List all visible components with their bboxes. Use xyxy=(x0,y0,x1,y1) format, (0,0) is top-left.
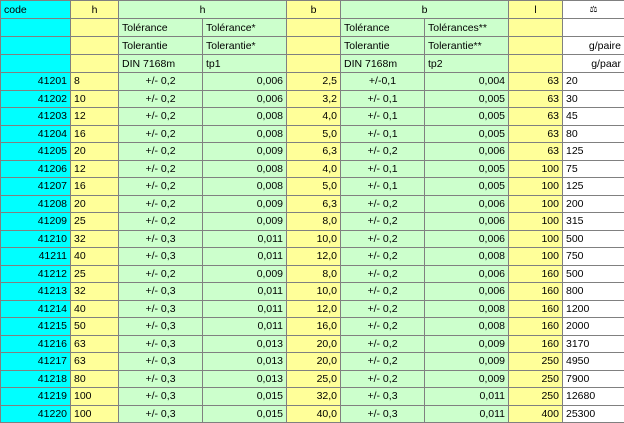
cell-b-tol-tp2: 0,009 xyxy=(425,353,509,371)
cell-b-tol-din: +/- 0,2 xyxy=(341,370,425,388)
header-empty xyxy=(1,55,71,73)
cell-code: 41214 xyxy=(1,300,71,318)
header-tol-nl-b-stars: Tolerantie** xyxy=(425,37,509,55)
cell-code: 41220 xyxy=(1,405,71,423)
header-empty xyxy=(509,19,563,37)
cell-b-tol-tp2: 0,011 xyxy=(425,405,509,423)
table-row xyxy=(1,283,624,301)
header-row-4 xyxy=(1,55,624,73)
cell-b-tol-din: +/- 0,2 xyxy=(341,283,425,301)
cell-b-tol-tp2: 0,009 xyxy=(425,335,509,353)
cell-l: 250 xyxy=(509,353,563,371)
cell-b-tol-din: +/- 0,2 xyxy=(341,353,425,371)
cell-code: 41211 xyxy=(1,248,71,266)
cell-h-tol-din: +/- 0,2 xyxy=(119,265,203,283)
cell-h-tol-tp1: 0,011 xyxy=(203,300,287,318)
cell-b-tol-tp2: 0,011 xyxy=(425,388,509,406)
cell-code: 41204 xyxy=(1,125,71,143)
cell-b: 5,0 xyxy=(287,178,341,196)
table-row xyxy=(1,73,624,91)
cell-h-tol-din: +/- 0,2 xyxy=(119,213,203,231)
cell-b: 5,0 xyxy=(287,125,341,143)
cell-h-tol-din: +/- 0,2 xyxy=(119,108,203,126)
cell-h-tol-tp1: 0,011 xyxy=(203,318,287,336)
cell-b-tol-tp2: 0,005 xyxy=(425,125,509,143)
cell-h-tol-din: +/- 0,3 xyxy=(119,388,203,406)
cell-code: 41212 xyxy=(1,265,71,283)
cell-code: 41201 xyxy=(1,73,71,91)
cell-l: 100 xyxy=(509,195,563,213)
cell-b-tol-din: +/- 0,2 xyxy=(341,265,425,283)
cell-l: 63 xyxy=(509,108,563,126)
cell-b-tol-din: +/- 0,1 xyxy=(341,90,425,108)
cell-b-tol-din: +/- 0,1 xyxy=(341,125,425,143)
cell-b: 8,0 xyxy=(287,265,341,283)
cell-b: 40,0 xyxy=(287,405,341,423)
table-row xyxy=(1,108,624,126)
cell-weight: 30 xyxy=(563,90,624,108)
cell-b-tol-tp2: 0,004 xyxy=(425,73,509,91)
cell-b-tol-din: +/- 0,2 xyxy=(341,195,425,213)
cell-code: 41209 xyxy=(1,213,71,231)
cell-weight: 750 xyxy=(563,248,624,266)
cell-code: 41205 xyxy=(1,143,71,161)
cell-b-tol-din: +/- 0,3 xyxy=(341,405,425,423)
cell-b: 10,0 xyxy=(287,230,341,248)
cell-h-tol-tp1: 0,009 xyxy=(203,213,287,231)
cell-h: 8 xyxy=(71,73,119,91)
cell-code: 41219 xyxy=(1,388,71,406)
cell-weight: 125 xyxy=(563,143,624,161)
table-row xyxy=(1,300,624,318)
cell-b: 25,0 xyxy=(287,370,341,388)
table-row xyxy=(1,405,624,423)
header-h: h xyxy=(71,1,119,19)
cell-b: 8,0 xyxy=(287,213,341,231)
cell-b-tol-din: +/- 0,2 xyxy=(341,230,425,248)
cell-h: 100 xyxy=(71,388,119,406)
header-empty xyxy=(71,55,119,73)
cell-h-tol-tp1: 0,015 xyxy=(203,405,287,423)
cell-code: 41213 xyxy=(1,283,71,301)
cell-weight: 1200 xyxy=(563,300,624,318)
cell-h: 80 xyxy=(71,370,119,388)
cell-h-tol-din: +/- 0,2 xyxy=(119,125,203,143)
cell-h-tol-din: +/- 0,3 xyxy=(119,283,203,301)
header-din-h: DIN 7168m xyxy=(119,55,203,73)
cell-b-tol-din: +/- 0,1 xyxy=(341,160,425,178)
table-row xyxy=(1,125,624,143)
cell-h-tol-din: +/- 0,2 xyxy=(119,160,203,178)
cell-weight: 75 xyxy=(563,160,624,178)
header-empty xyxy=(1,37,71,55)
cell-b-tol-tp2: 0,006 xyxy=(425,143,509,161)
cell-b-tol-din: +/- 0,1 xyxy=(341,178,425,196)
cell-weight: 7900 xyxy=(563,370,624,388)
cell-h: 40 xyxy=(71,300,119,318)
header-row-1 xyxy=(1,1,624,19)
cell-weight: 315 xyxy=(563,213,624,231)
header-tol-fr-b-stars: Tolérances** xyxy=(425,19,509,37)
cell-l: 160 xyxy=(509,335,563,353)
cell-code: 41218 xyxy=(1,370,71,388)
cell-b-tol-tp2: 0,005 xyxy=(425,178,509,196)
cell-h: 100 xyxy=(71,405,119,423)
cell-h-tol-tp1: 0,008 xyxy=(203,108,287,126)
header-empty xyxy=(287,37,341,55)
cell-b-tol-tp2: 0,006 xyxy=(425,265,509,283)
header-tp1: tp1 xyxy=(203,55,287,73)
cell-b: 4,0 xyxy=(287,108,341,126)
cell-b-tol-tp2: 0,005 xyxy=(425,160,509,178)
cell-h-tol-tp1: 0,008 xyxy=(203,125,287,143)
cell-b-tol-din: +/- 0,2 xyxy=(341,248,425,266)
cell-h: 32 xyxy=(71,230,119,248)
cell-h-tol-tp1: 0,011 xyxy=(203,230,287,248)
header-b-tolerance-group: b xyxy=(341,1,509,19)
table-row xyxy=(1,335,624,353)
table-row xyxy=(1,213,624,231)
cell-weight: 4950 xyxy=(563,353,624,371)
cell-code: 41215 xyxy=(1,318,71,336)
cell-h: 10 xyxy=(71,90,119,108)
cell-h-tol-tp1: 0,006 xyxy=(203,73,287,91)
cell-l: 250 xyxy=(509,370,563,388)
cell-l: 400 xyxy=(509,405,563,423)
table-row xyxy=(1,90,624,108)
cell-b-tol-din: +/- 0,2 xyxy=(341,213,425,231)
cell-b: 16,0 xyxy=(287,318,341,336)
cell-h-tol-tp1: 0,009 xyxy=(203,265,287,283)
cell-b-tol-tp2: 0,006 xyxy=(425,283,509,301)
cell-h-tol-tp1: 0,009 xyxy=(203,195,287,213)
cell-h: 12 xyxy=(71,160,119,178)
cell-b-tol-din: +/-0,1 xyxy=(341,73,425,91)
cell-h-tol-tp1: 0,013 xyxy=(203,370,287,388)
cell-weight: 45 xyxy=(563,108,624,126)
cell-weight: 2000 xyxy=(563,318,624,336)
cell-h: 40 xyxy=(71,248,119,266)
cell-b-tol-tp2: 0,006 xyxy=(425,213,509,231)
cell-h: 20 xyxy=(71,195,119,213)
cell-code: 41217 xyxy=(1,353,71,371)
cell-l: 160 xyxy=(509,283,563,301)
header-code: code xyxy=(1,1,71,19)
cell-b: 20,0 xyxy=(287,335,341,353)
table-row xyxy=(1,265,624,283)
cell-b-tol-tp2: 0,006 xyxy=(425,230,509,248)
header-h-tolerance-group: h xyxy=(119,1,287,19)
cell-weight: 200 xyxy=(563,195,624,213)
cell-b-tol-din: +/- 0,2 xyxy=(341,335,425,353)
cell-l: 100 xyxy=(509,213,563,231)
cell-b: 12,0 xyxy=(287,300,341,318)
header-empty xyxy=(563,19,624,37)
cell-h: 16 xyxy=(71,178,119,196)
cell-l: 100 xyxy=(509,178,563,196)
cell-weight: 12680 xyxy=(563,388,624,406)
cell-h-tol-tp1: 0,008 xyxy=(203,160,287,178)
cell-l: 160 xyxy=(509,265,563,283)
cell-weight: 500 xyxy=(563,265,624,283)
cell-h-tol-din: +/- 0,2 xyxy=(119,90,203,108)
cell-h-tol-din: +/- 0,3 xyxy=(119,300,203,318)
cell-h-tol-tp1: 0,013 xyxy=(203,353,287,371)
cell-h-tol-tp1: 0,011 xyxy=(203,283,287,301)
table-row xyxy=(1,160,624,178)
table-row xyxy=(1,178,624,196)
table-row xyxy=(1,248,624,266)
cell-h-tol-din: +/- 0,2 xyxy=(119,143,203,161)
header-empty xyxy=(287,19,341,37)
table-row xyxy=(1,388,624,406)
header-weight-fr: g/paire xyxy=(563,37,624,55)
header-row-3 xyxy=(1,37,624,55)
header-empty xyxy=(509,37,563,55)
table-row xyxy=(1,230,624,248)
header-row-2 xyxy=(1,19,624,37)
cell-h-tol-din: +/- 0,2 xyxy=(119,73,203,91)
cell-b-tol-tp2: 0,008 xyxy=(425,318,509,336)
header-empty xyxy=(71,37,119,55)
cell-b-tol-tp2: 0,008 xyxy=(425,248,509,266)
cell-h-tol-din: +/- 0,3 xyxy=(119,230,203,248)
header-tol-fr-star: Tolérance* xyxy=(203,19,287,37)
cell-b-tol-din: +/- 0,3 xyxy=(341,388,425,406)
cell-h-tol-din: +/- 0,3 xyxy=(119,353,203,371)
cell-b: 3,2 xyxy=(287,90,341,108)
header-tol-nl: Tolerantie xyxy=(119,37,203,55)
cell-code: 41210 xyxy=(1,230,71,248)
header-empty xyxy=(71,19,119,37)
cell-b: 4,0 xyxy=(287,160,341,178)
cell-weight: 500 xyxy=(563,230,624,248)
cell-b: 32,0 xyxy=(287,388,341,406)
cell-h-tol-din: +/- 0,3 xyxy=(119,335,203,353)
cell-code: 41203 xyxy=(1,108,71,126)
cell-b-tol-tp2: 0,009 xyxy=(425,370,509,388)
cell-b: 6,3 xyxy=(287,143,341,161)
cell-code: 41216 xyxy=(1,335,71,353)
header-tol-nl-star: Tolerantie* xyxy=(203,37,287,55)
header-tol-fr-b: Tolérance xyxy=(341,19,425,37)
cell-l: 63 xyxy=(509,143,563,161)
cell-b-tol-tp2: 0,005 xyxy=(425,90,509,108)
cell-l: 160 xyxy=(509,300,563,318)
header-b: b xyxy=(287,1,341,19)
header-empty xyxy=(287,55,341,73)
cell-b-tol-din: +/- 0,2 xyxy=(341,300,425,318)
cell-h-tol-din: +/- 0,3 xyxy=(119,370,203,388)
header-empty xyxy=(509,55,563,73)
header-weight-nl: g/paar xyxy=(563,55,624,73)
cell-weight: 25300 xyxy=(563,405,624,423)
table-row xyxy=(1,370,624,388)
cell-h-tol-din: +/- 0,3 xyxy=(119,318,203,336)
cell-h: 12 xyxy=(71,108,119,126)
cell-code: 41208 xyxy=(1,195,71,213)
cell-h-tol-din: +/- 0,2 xyxy=(119,178,203,196)
table-row xyxy=(1,143,624,161)
table-row xyxy=(1,318,624,336)
cell-l: 250 xyxy=(509,388,563,406)
cell-h: 20 xyxy=(71,143,119,161)
cell-h: 63 xyxy=(71,353,119,371)
header-tp2: tp2 xyxy=(425,55,509,73)
cell-b-tol-din: +/- 0,1 xyxy=(341,108,425,126)
cell-l: 100 xyxy=(509,230,563,248)
cell-h: 25 xyxy=(71,265,119,283)
cell-h: 25 xyxy=(71,213,119,231)
cell-b: 12,0 xyxy=(287,248,341,266)
cell-weight: 20 xyxy=(563,73,624,91)
header-tol-nl-b: Tolerantie xyxy=(341,37,425,55)
cell-h: 32 xyxy=(71,283,119,301)
cell-b-tol-tp2: 0,006 xyxy=(425,195,509,213)
table-row xyxy=(1,195,624,213)
cell-h-tol-tp1: 0,011 xyxy=(203,248,287,266)
cell-weight: 800 xyxy=(563,283,624,301)
cell-b: 6,3 xyxy=(287,195,341,213)
cell-h: 63 xyxy=(71,335,119,353)
header-din-b: DIN 7168m xyxy=(341,55,425,73)
cell-l: 63 xyxy=(509,73,563,91)
cell-l: 63 xyxy=(509,125,563,143)
cell-l: 100 xyxy=(509,160,563,178)
cell-weight: 125 xyxy=(563,178,624,196)
cell-h-tol-tp1: 0,006 xyxy=(203,90,287,108)
header-l: l xyxy=(509,1,563,19)
header-tol-fr: Tolérance xyxy=(119,19,203,37)
cell-h-tol-din: +/- 0,3 xyxy=(119,248,203,266)
weight-icon: ⚖ xyxy=(563,1,624,19)
table-body xyxy=(1,73,624,423)
cell-b-tol-din: +/- 0,2 xyxy=(341,318,425,336)
cell-code: 41207 xyxy=(1,178,71,196)
cell-h-tol-din: +/- 0,3 xyxy=(119,405,203,423)
cell-l: 100 xyxy=(509,248,563,266)
cell-b: 10,0 xyxy=(287,283,341,301)
cell-b: 20,0 xyxy=(287,353,341,371)
cell-h-tol-tp1: 0,015 xyxy=(203,388,287,406)
cell-weight: 80 xyxy=(563,125,624,143)
cell-b-tol-tp2: 0,005 xyxy=(425,108,509,126)
table-row xyxy=(1,353,624,371)
cell-h-tol-tp1: 0,008 xyxy=(203,178,287,196)
cell-h-tol-tp1: 0,013 xyxy=(203,335,287,353)
header-empty xyxy=(1,19,71,37)
cell-weight: 3170 xyxy=(563,335,624,353)
cell-b-tol-tp2: 0,008 xyxy=(425,300,509,318)
cell-h: 16 xyxy=(71,125,119,143)
cell-h-tol-tp1: 0,009 xyxy=(203,143,287,161)
cell-l: 160 xyxy=(509,318,563,336)
cell-code: 41202 xyxy=(1,90,71,108)
cell-h: 50 xyxy=(71,318,119,336)
cell-b: 2,5 xyxy=(287,73,341,91)
cell-h-tol-din: +/- 0,2 xyxy=(119,195,203,213)
cell-b-tol-din: +/- 0,2 xyxy=(341,143,425,161)
cell-l: 63 xyxy=(509,90,563,108)
cell-code: 41206 xyxy=(1,160,71,178)
